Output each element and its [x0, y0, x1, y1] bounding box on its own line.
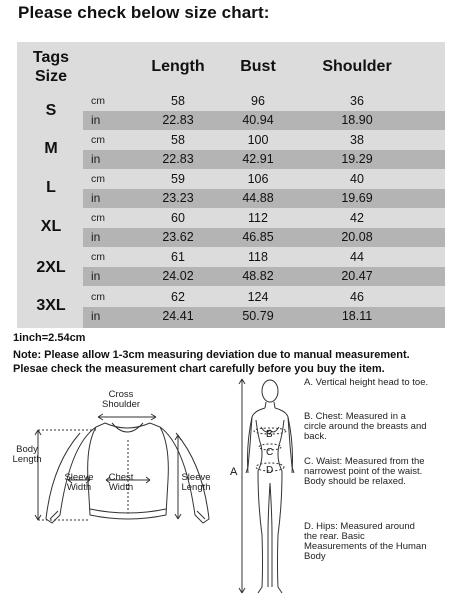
label-sleeve-length: Sleeve Length — [181, 472, 211, 493]
header-bust: Bust — [240, 58, 276, 75]
cell-bust: 118 — [248, 250, 268, 264]
cell-bust: 42.91 — [242, 152, 274, 166]
size-label-m: M — [44, 140, 58, 157]
cell-shoulder: 18.11 — [341, 309, 373, 323]
unit-cm: cm — [91, 95, 105, 107]
marker-c: C — [266, 447, 274, 458]
cell-length: 59 — [171, 172, 185, 186]
cell-length: 60 — [171, 211, 185, 225]
cell-bust: 100 — [247, 133, 269, 147]
body-figure-illustration — [228, 375, 308, 600]
unit-cm: cm — [91, 291, 105, 303]
table-row-xl-in — [83, 228, 445, 247]
cell-length: 23.62 — [162, 230, 194, 244]
description-c: C. Waist: Measured from the narrowest point of the waist. Body should be relaxed. — [304, 456, 425, 487]
marker-d: D — [266, 465, 274, 476]
size-chart-table — [17, 42, 445, 328]
cell-bust: 96 — [251, 94, 265, 108]
unit-in: in — [91, 309, 101, 323]
label-sleeve-width: Sleeve Width — [64, 472, 94, 493]
cell-shoulder: 20.08 — [341, 230, 373, 244]
deviation-note: Note: Please allow 1-3cm measuring deviation due to manual measurement. — [13, 349, 410, 361]
notes-block — [13, 331, 410, 376]
unit-in: in — [91, 113, 101, 127]
table-row-xl-cm — [83, 209, 445, 228]
unit-cm: cm — [91, 134, 105, 146]
description-a: A. Vertical height head to toe. — [304, 377, 429, 388]
size-label-2xl: 2XL — [36, 259, 66, 276]
unit-in: in — [91, 152, 101, 166]
sweater-measurement-diagram — [10, 385, 235, 535]
table-row-m-cm — [83, 131, 445, 150]
size-label-l: L — [46, 179, 56, 196]
table-row-3xl-cm — [83, 288, 445, 307]
unit-cm: cm — [91, 173, 105, 185]
table-row-2xl-in — [83, 267, 445, 286]
cell-shoulder: 36 — [350, 94, 364, 108]
header-size-label: Size — [34, 68, 67, 85]
cell-bust: 44.88 — [242, 191, 274, 205]
body-measurement-diagram — [228, 375, 448, 600]
page-title: Please check below size chart: — [18, 3, 270, 22]
cell-bust: 48.82 — [242, 269, 274, 283]
cell-shoulder: 44 — [350, 250, 364, 264]
table-row-2xl-cm — [83, 248, 445, 267]
cell-bust: 106 — [247, 172, 269, 186]
cell-length: 24.02 — [162, 269, 194, 283]
cell-length: 62 — [171, 290, 185, 304]
header-tags-size — [19, 48, 83, 98]
cell-bust: 124 — [247, 290, 269, 304]
header-length: Length — [151, 58, 205, 75]
unit-in: in — [91, 230, 101, 244]
cell-shoulder: 19.29 — [341, 152, 373, 166]
description-b: B. Chest: Measured in a circle around the breasts and back. — [304, 411, 427, 442]
unit-in: in — [91, 269, 101, 283]
size-label-s: S — [45, 102, 57, 119]
cell-bust: 112 — [248, 211, 268, 225]
unit-in: in — [91, 191, 101, 205]
cell-length: 24.41 — [162, 309, 194, 323]
table-row-s-cm — [83, 92, 445, 111]
cell-bust: 46.85 — [242, 230, 274, 244]
label-chest-width: Chest Width — [108, 472, 134, 493]
cell-length: 22.83 — [162, 152, 194, 166]
cell-shoulder: 18.90 — [341, 113, 373, 127]
cell-shoulder: 38 — [350, 133, 364, 147]
cell-bust: 50.79 — [242, 309, 274, 323]
header-tags-label: Tags — [32, 49, 70, 66]
unit-cm: cm — [91, 212, 105, 224]
marker-b: B — [266, 429, 273, 440]
check-chart-note: Plesae check the measurement chart carefully before you buy the item. — [13, 363, 385, 375]
cell-length: 22.83 — [162, 113, 194, 127]
conversion-note: 1inch=2.54cm — [13, 332, 86, 344]
cell-shoulder: 42 — [350, 211, 364, 225]
table-row-l-cm — [83, 170, 445, 189]
label-cross-shoulder: Cross Shoulder — [101, 389, 141, 410]
cell-bust: 40.94 — [242, 113, 274, 127]
description-d: D. Hips: Measured around the rear. Basic Measurements of the Human Body — [304, 521, 427, 562]
table-row-3xl-in — [83, 307, 445, 328]
table-row-s-in — [83, 111, 445, 130]
cell-length: 61 — [171, 250, 185, 264]
marker-a: A — [230, 466, 238, 478]
cell-shoulder: 40 — [350, 172, 364, 186]
cell-shoulder: 19.69 — [341, 191, 373, 205]
size-label-3xl: 3XL — [36, 297, 66, 314]
cell-shoulder: 20.47 — [341, 269, 373, 283]
header-shoulder: Shoulder — [322, 58, 392, 75]
cell-shoulder: 46 — [350, 290, 364, 304]
label-body-length: Body Length — [12, 444, 42, 465]
cell-length: 58 — [171, 94, 185, 108]
cell-length: 23.23 — [162, 191, 194, 205]
cell-length: 58 — [171, 133, 185, 147]
table-row-l-in — [83, 189, 445, 208]
table-row-m-in — [83, 150, 445, 169]
size-label-xl: XL — [40, 218, 62, 235]
unit-cm: cm — [91, 251, 105, 263]
